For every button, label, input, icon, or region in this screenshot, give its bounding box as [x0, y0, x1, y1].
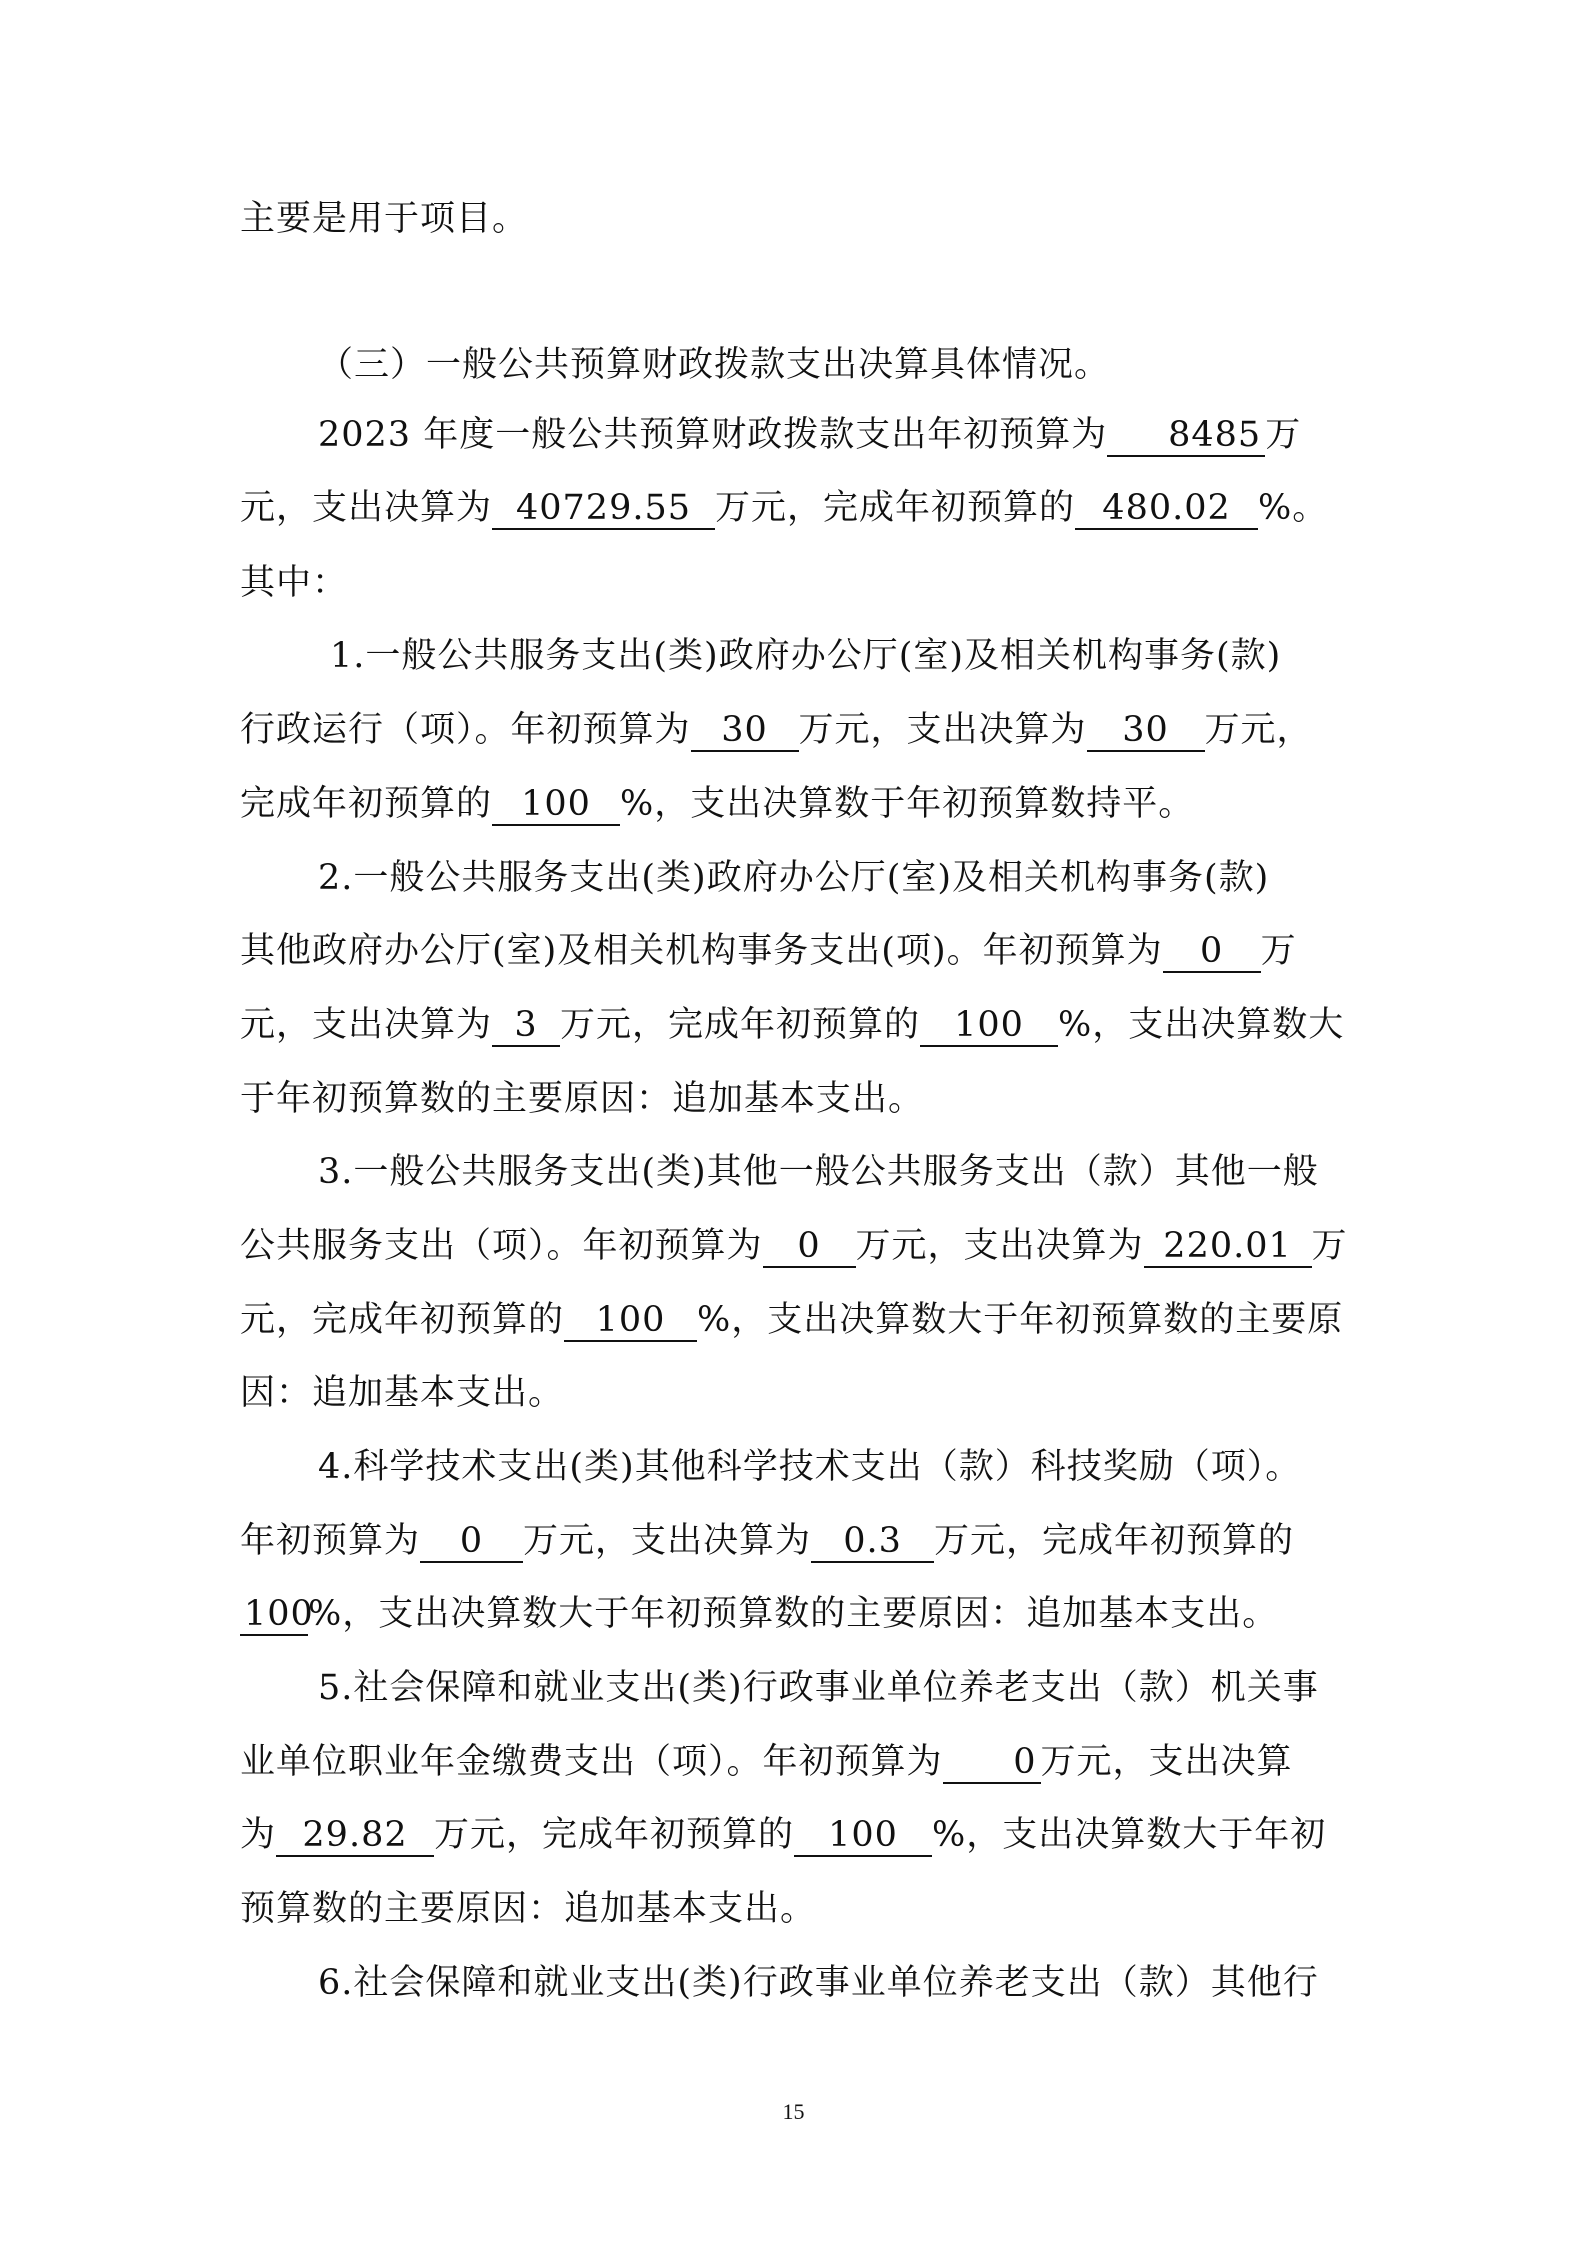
paragraph-line: [240, 560, 348, 606]
text: 万元，支出决算为: [798, 710, 1087, 750]
text: %，支出决算数于年初预算数持平。: [620, 784, 1195, 824]
text: 万元，支出决算为: [523, 1521, 812, 1561]
paragraph-line: [318, 412, 1301, 458]
text: 3.一般公共服务支出(类)其他一般公共服务支出（款）其他一般: [318, 1152, 1319, 1192]
filled-blank: 0.3: [811, 1521, 934, 1563]
filled-blank: 100: [564, 1300, 697, 1342]
text: 其中：: [240, 563, 349, 603]
paragraph-line: [330, 633, 1281, 679]
text: 万: [1260, 931, 1297, 971]
text: 元，完成年初预算的: [240, 1300, 565, 1340]
text: 万元，支出决算: [1040, 1742, 1293, 1782]
filled-blank: 30: [1087, 710, 1205, 752]
paragraph-line: [240, 707, 1313, 753]
paragraph-line: [240, 928, 1297, 974]
paragraph-line: [240, 1886, 816, 1932]
filled-blank: 0: [763, 1226, 856, 1268]
paragraph-line: [240, 196, 528, 242]
text: 主要是用于项目。: [240, 199, 529, 239]
paragraph-line: [318, 855, 1269, 901]
text: 6.社会保障和就业支出(类)行政事业单位养老支出（款）其他行: [318, 1963, 1319, 2003]
text: %，支出决算数大于年初预算数的主要原因：追加基本支出。: [308, 1594, 1279, 1634]
text: 预算数的主要原因：追加基本支出。: [240, 1889, 817, 1929]
paragraph-line: [318, 1149, 1319, 1195]
text: 年初预算为: [240, 1521, 421, 1561]
text: 公共服务支出（项）。年初预算为: [240, 1226, 763, 1266]
text: 万元，完成年初预算的: [934, 1521, 1295, 1561]
paragraph-line: [318, 1960, 1319, 2006]
paragraph-line: [240, 485, 1328, 531]
text: 万元，完成年初预算的: [434, 1815, 795, 1855]
filled-blank: 0: [420, 1521, 523, 1563]
paragraph-line: [240, 1812, 1326, 1858]
text: %。: [1258, 488, 1329, 528]
paragraph-line: [318, 1665, 1319, 1711]
paragraph-line: [318, 1444, 1301, 1490]
text: 万元，支出决算为: [855, 1226, 1144, 1266]
text: 1.一般公共服务支出(类)政府办公厅(室)及相关机构事务(款): [330, 636, 1282, 676]
text: 于年初预算数的主要原因：追加基本支出。: [240, 1079, 925, 1119]
filled-blank: 100: [920, 1005, 1058, 1047]
text: 万元，完成年初预算的: [715, 488, 1076, 528]
text: 4.科学技术支出(类)其他科学技术支出（款）科技奖励（项）。: [318, 1447, 1302, 1487]
text: 5.社会保障和就业支出(类)行政事业单位养老支出（款）机关事: [318, 1668, 1319, 1708]
text: 万: [1265, 415, 1302, 455]
filled-blank: 0: [1163, 931, 1261, 973]
paragraph-line: [240, 1002, 1344, 1048]
paragraph-line: [240, 1297, 1343, 1343]
text: 业单位职业年金缴费支出（项）。年初预算为: [240, 1742, 943, 1782]
text: 万: [1311, 1226, 1348, 1266]
filled-blank: 0: [943, 1742, 1041, 1784]
text: 2.一般公共服务支出(类)政府办公厅(室)及相关机构事务(款): [318, 858, 1270, 898]
paragraph-line: [240, 1739, 1293, 1785]
text: 为: [240, 1815, 277, 1855]
filled-blank: 40729.55: [492, 488, 715, 530]
text: 行政运行（项）。年初预算为: [240, 710, 691, 750]
text: 元，支出决算为: [240, 488, 493, 528]
filled-blank: 30: [691, 710, 799, 752]
text: %，支出决算数大: [1058, 1005, 1345, 1045]
filled-blank: 100: [240, 1594, 308, 1636]
text: %，支出决算数大于年初预算数的主要原: [697, 1300, 1344, 1340]
text: 万元，: [1204, 710, 1313, 750]
filled-blank: 480.02: [1075, 488, 1258, 530]
text: （三）一般公共预算财政拨款支出决算具体情况。: [318, 345, 1111, 385]
text: 因：追加基本支出。: [240, 1373, 565, 1413]
text: 元，支出决算为: [240, 1005, 493, 1045]
paragraph-line: [240, 1370, 564, 1416]
filled-blank: 29.82: [276, 1815, 434, 1857]
text: %，支出决算数大于年初: [932, 1815, 1327, 1855]
text: 其他政府办公厅(室)及相关机构事务支出(项)。年初预算为: [240, 931, 1163, 971]
text: 万元，完成年初预算的: [560, 1005, 921, 1045]
paragraph-line: [240, 1591, 1278, 1637]
page-number: 15: [782, 2099, 805, 2124]
paragraph-line: [240, 1076, 924, 1122]
filled-blank: 220.01: [1144, 1226, 1312, 1268]
text: 完成年初预算的: [240, 784, 493, 824]
filled-blank: 100: [794, 1815, 932, 1857]
section-heading: [318, 342, 1110, 388]
filled-blank: 8485: [1107, 415, 1265, 457]
paragraph-line: [240, 1223, 1348, 1269]
paragraph-line: [240, 1518, 1294, 1564]
text: 2023 年度一般公共预算财政拨款支出年初预算为: [318, 415, 1108, 455]
paragraph-line: [240, 781, 1194, 827]
filled-blank: 100: [492, 784, 620, 826]
filled-blank: 3: [492, 1005, 560, 1047]
